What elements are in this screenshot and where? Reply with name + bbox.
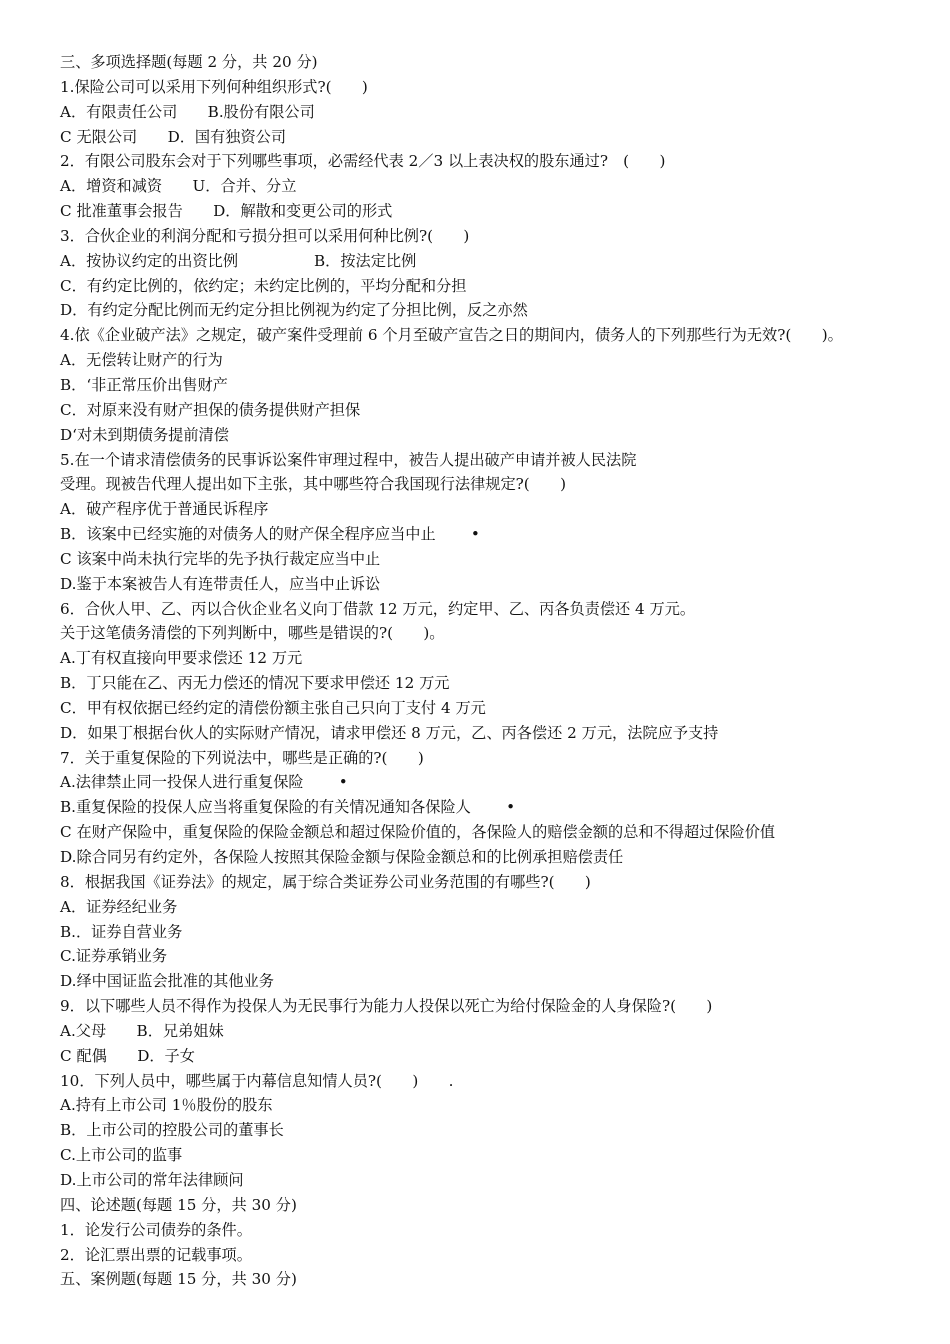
text-line: B．该案中已经实施的对债务人的财产保全程序应当中止 • [60,525,480,544]
text-line: A.法律禁止同一投保人进行重复保险 • [60,773,348,792]
text-line: C 该案中尚未执行完毕的先予执行裁定应当中止 [60,549,381,568]
text-line: A.父母 B．兄弟姐妹 [60,1021,224,1040]
text-line: D．如果丁根据台伙人的实际财产情况，请求甲偿还 8 万元，乙、丙各偿还 2 万元，法院应予支持 [60,723,719,742]
text-line: A．破产程序优于普通民诉程序 [60,500,269,519]
text-line: C 配偶 D．子女 [60,1046,195,1065]
text-line: C．对原来没有财产担保的债务提供财产担保 [60,400,361,419]
text-line: C．甲有权依据已经约定的清偿份额主张自己只向丁支付 4 万元 [60,698,486,717]
text-line: 2．有限公司股东会对于下列哪些事项，必需经代表 2／3 以上表决权的股东通过? ( ) [60,152,666,171]
text-line: 9．以下哪些人员不得作为投保人为无民事行为能力人投保以死亡为给付保险金的人身保险?( ) [60,997,713,1016]
text-line: 受理。现被告代理人提出如下主张，其中哪些符合我国现行法律规定?( ) [60,475,566,494]
text-line: 五、案例题(每题 15 分，共 30 分) [60,1270,297,1289]
text-line: A.持有上市公司 1％股份的股东 [60,1096,273,1115]
text-line: 6．合伙人甲、乙、丙以合伙企业名义向丁借款 12 万元，约定甲、乙、丙各负责偿还 4 万元。 [60,599,696,618]
text-line: 关于这笔债务清偿的下列判断中，哪些是错误的?( )。 [60,624,445,643]
text-line: A．无偿转让财产的行为 [60,351,223,370]
text-line: 2．论汇票出票的记载事项。 [60,1245,252,1264]
text-line: 三、多项选择题(每题 2 分，共 20 分) [60,53,318,71]
text-line: 1.保险公司可以采用下列何种组织形式?( ) [60,77,368,96]
text-line: A.丁有权直接向甲要求偿还 12 万元 [60,649,303,668]
text-line: C 无限公司 D．国有独资公司 [60,127,287,146]
text-line: 10．下列人员中，哪些属于内幕信息知情人员?( ) . [60,1071,454,1090]
text-line: D.绎中国证监会批准的其他业务 [60,972,274,991]
text-line: C．有约定比例的，依约定；未约定比例的，平均分配和分担 [60,276,467,295]
text-line: B．上市公司的控股公司的董事长 [60,1121,284,1140]
text-line: A．有限责任公司 B.股份有限公司 [60,102,315,121]
text-line: 4.依《企业破产法》之规定，破产案件受理前 6 个月至破产宣告之日的期间内，债务人的下列那些行为无效?( )。 [60,326,843,345]
text-line: A．按协议约定的出资比例 B．按法定比例 [60,251,417,270]
text-line: 四、论述题(每题 15 分，共 30 分) [60,1195,297,1214]
text-line: C.上市公司的监事 [60,1146,183,1165]
text-line: 3．合伙企业的利润分配和亏损分担可以采用何种比例?( ) [60,226,470,245]
text-line: A．证券经纪业务 [60,897,178,916]
text-line: B.重复保险的投保人应当将重复保险的有关情况通知各保险人 • [60,798,516,817]
text-line: D．有约定分配比例而无约定分担比例视为约定了分担比例，反之亦然 [60,301,528,320]
text-line: 5.在一个请求清偿债务的民事诉讼案件审理过程中，被告人提出破产申请并被人民法院 [60,450,637,469]
text-line: B．‘非正常压价出售财产 [60,375,228,394]
text-line: C 批准董事会报告 D．解散和变更公司的形式 [60,202,393,221]
document-body [60,50,940,1292]
text-line: A．增资和减资 U．合并、分立 [60,177,297,196]
text-line: 1．论发行公司债券的条件。 [60,1220,252,1239]
text-line: C.证券承销业务 [60,947,168,966]
text-line: D‘对未到期债务提前清偿 [60,425,229,444]
text-line: 8．根据我国《证券法》的规定，属于综合类证券公司业务范围的有哪些?( ) [60,872,591,891]
text-line: C 在财产保险中，重复保险的保险金额总和超过保险价值的，各保险人的赔偿金额的总和不得超过保险价值 [60,823,776,842]
text-line: B.．证券自营业务 [60,922,183,941]
text-line: D.除合同另有约定外，各保险人按照其保险金额与保险金额总和的比例承担赔偿责任 [60,848,624,866]
text-line: D.鉴于本案被告人有连带责任人，应当中止诉讼 [60,574,381,593]
text-line: D.上市公司的常年法律顾问 [60,1170,244,1189]
text-line: 7．关于重复保险的下列说法中，哪些是正确的?( ) [60,748,424,767]
text-line: B．丁只能在乙、丙无力偿还的情况下要求甲偿还 12 万元 [60,674,450,693]
